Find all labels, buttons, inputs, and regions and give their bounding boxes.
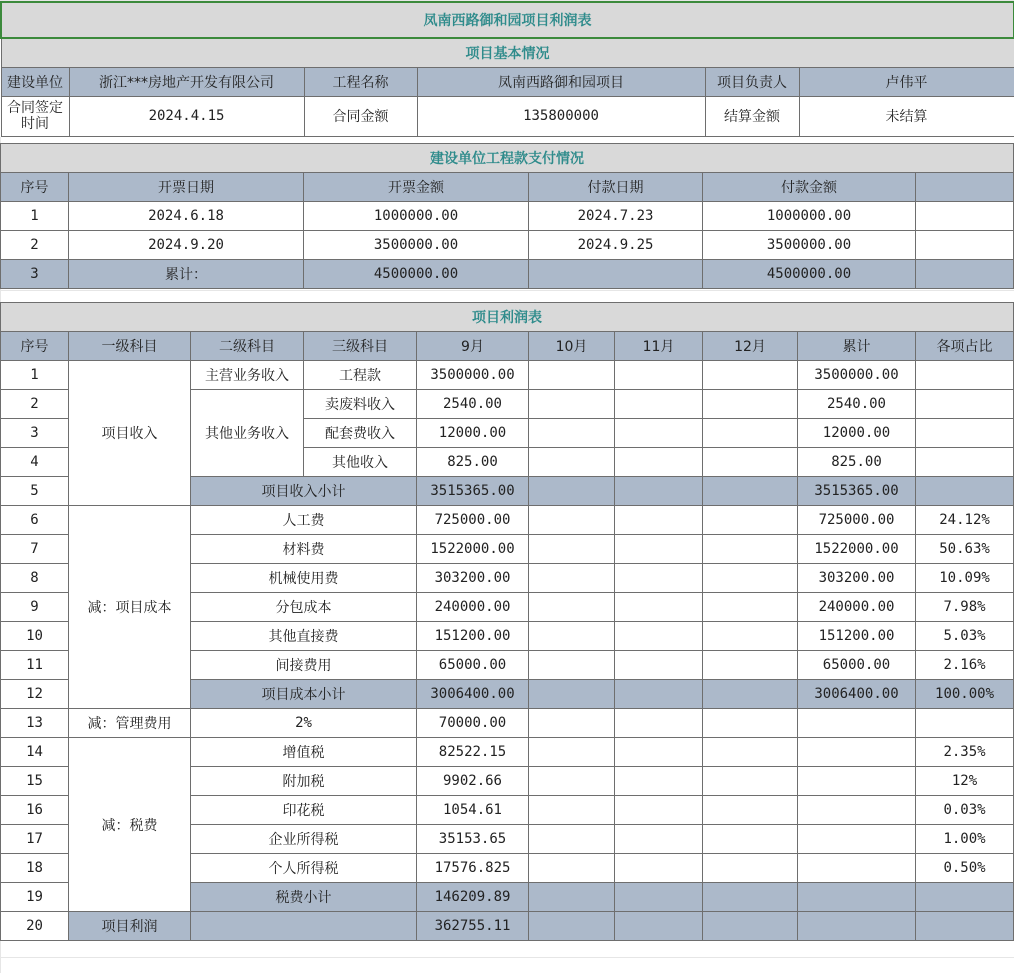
cell[interactable]: 凤南西路御和园项目 — [417, 67, 705, 96]
profit-header-row — [1, 332, 1014, 361]
cell[interactable] — [798, 825, 916, 854]
table-row — [1, 231, 1014, 260]
cell[interactable]: 减：管理费用 — [69, 709, 191, 738]
cell[interactable]: 3006400.00 — [798, 680, 916, 709]
cell[interactable]: 工程款 — [304, 361, 417, 390]
cell[interactable]: 12000.00 — [798, 419, 916, 448]
cell[interactable] — [529, 767, 615, 796]
column-header[interactable] — [916, 173, 1014, 202]
cell[interactable] — [798, 883, 916, 912]
cell[interactable] — [615, 651, 703, 680]
cell[interactable]: 2024.9.20 — [69, 231, 304, 260]
cell[interactable]: 12% — [916, 767, 1014, 796]
cell[interactable] — [615, 680, 703, 709]
cell[interactable]: 2024.9.25 — [529, 231, 703, 260]
cell[interactable]: 分包成本 — [191, 593, 417, 622]
cell[interactable] — [529, 854, 615, 883]
cell[interactable] — [703, 419, 798, 448]
cell[interactable] — [615, 448, 703, 477]
cell[interactable] — [529, 651, 615, 680]
cell[interactable] — [615, 854, 703, 883]
cell[interactable] — [798, 912, 916, 941]
column-header[interactable]: 序号 — [1, 173, 69, 202]
column-header[interactable]: 累计 — [798, 332, 916, 361]
cell[interactable]: 机械使用费 — [191, 564, 417, 593]
column-header[interactable]: 开票日期 — [69, 173, 304, 202]
cell[interactable] — [615, 361, 703, 390]
cell[interactable]: 建设单位 — [1, 67, 69, 96]
table-row — [1, 709, 1014, 738]
cell[interactable]: 材料费 — [191, 535, 417, 564]
cell[interactable]: 1 — [1, 202, 69, 231]
cell[interactable]: 1522000.00 — [417, 535, 529, 564]
column-header[interactable]: 三级科目 — [304, 332, 417, 361]
tax-l1-cell[interactable]: 减：税费 — [69, 738, 191, 912]
cell[interactable]: 2 — [1, 390, 69, 419]
cell[interactable]: 240000.00 — [417, 593, 529, 622]
income-l1-cell[interactable]: 项目收入 — [69, 361, 191, 506]
cell[interactable] — [703, 738, 798, 767]
cell[interactable] — [703, 709, 798, 738]
cell[interactable] — [916, 202, 1014, 231]
cell[interactable] — [615, 738, 703, 767]
cell[interactable]: 19 — [1, 883, 69, 912]
cell[interactable]: 3515365.00 — [798, 477, 916, 506]
profit-heading[interactable]: 项目利润表 — [1, 303, 1014, 332]
cell[interactable]: 3515365.00 — [417, 477, 529, 506]
cell[interactable] — [703, 448, 798, 477]
cell[interactable] — [703, 825, 798, 854]
cell[interactable]: 印花税 — [191, 796, 417, 825]
cell[interactable]: 4 — [1, 448, 69, 477]
column-header[interactable]: 10月 — [529, 332, 615, 361]
cell[interactable]: 2540.00 — [417, 390, 529, 419]
cell[interactable]: 50.63% — [916, 535, 1014, 564]
cell[interactable] — [529, 448, 615, 477]
cell[interactable] — [615, 825, 703, 854]
cell[interactable] — [916, 260, 1014, 289]
cell[interactable] — [703, 390, 798, 419]
cell[interactable] — [615, 622, 703, 651]
cell[interactable]: 10.09% — [916, 564, 1014, 593]
cell[interactable]: 24.12% — [916, 506, 1014, 535]
cell[interactable]: 3500000.00 — [703, 231, 916, 260]
cell[interactable]: 2.16% — [916, 651, 1014, 680]
cell[interactable]: 浙江***房地产开发有限公司 — [69, 67, 304, 96]
column-header[interactable]: 付款日期 — [529, 173, 703, 202]
cell[interactable] — [529, 260, 703, 289]
table-row — [1, 506, 1014, 535]
cell[interactable]: 2 — [1, 231, 69, 260]
cell[interactable] — [529, 796, 615, 825]
cell[interactable]: 1.00% — [916, 825, 1014, 854]
cell[interactable]: 3 — [1, 419, 69, 448]
cell[interactable] — [615, 883, 703, 912]
cell[interactable] — [615, 419, 703, 448]
cell[interactable]: 项目利润 — [69, 912, 191, 941]
cell[interactable]: 未结算 — [799, 96, 1014, 136]
cell[interactable]: 2024.4.15 — [69, 96, 304, 136]
column-header[interactable]: 11月 — [615, 332, 703, 361]
cell[interactable]: 间接费用 — [191, 651, 417, 680]
cell[interactable]: 5.03% — [916, 622, 1014, 651]
cell[interactable]: 4500000.00 — [304, 260, 529, 289]
cell[interactable]: 卖废料收入 — [304, 390, 417, 419]
cell[interactable]: 362755.11 — [417, 912, 529, 941]
cell[interactable]: 人工费 — [191, 506, 417, 535]
column-header[interactable]: 9月 — [417, 332, 529, 361]
cell[interactable]: 2540.00 — [798, 390, 916, 419]
cost-l1-cell[interactable]: 减：项目成本 — [69, 506, 191, 709]
cell[interactable]: 13 — [1, 709, 69, 738]
cell[interactable] — [916, 361, 1014, 390]
cell[interactable]: 工程名称 — [304, 67, 417, 96]
cell[interactable]: 其他直接费 — [191, 622, 417, 651]
cell[interactable]: 附加税 — [191, 767, 417, 796]
cell[interactable]: 303200.00 — [798, 564, 916, 593]
cell[interactable]: 增值税 — [191, 738, 417, 767]
basic-info-row — [1, 96, 1014, 136]
cell[interactable] — [703, 912, 798, 941]
cell[interactable] — [798, 796, 916, 825]
cell[interactable]: 1 — [1, 361, 69, 390]
cell[interactable]: 2% — [191, 709, 417, 738]
cell[interactable]: 0.03% — [916, 796, 1014, 825]
cell[interactable] — [529, 912, 615, 941]
cell[interactable] — [703, 883, 798, 912]
cell[interactable]: 合同签定时间 — [1, 96, 69, 136]
cell[interactable] — [529, 738, 615, 767]
profit-row — [1, 912, 1014, 941]
cell[interactable]: 3 — [1, 260, 69, 289]
cell[interactable]: 5 — [1, 477, 69, 506]
payment-table — [0, 143, 1014, 289]
cell[interactable]: 3500000.00 — [798, 361, 916, 390]
column-header[interactable]: 二级科目 — [191, 332, 304, 361]
cell[interactable]: 6 — [1, 506, 69, 535]
cell[interactable] — [529, 825, 615, 854]
cell[interactable]: 825.00 — [798, 448, 916, 477]
cell[interactable] — [703, 767, 798, 796]
cell[interactable]: 结算金额 — [705, 96, 799, 136]
cell[interactable]: 企业所得税 — [191, 825, 417, 854]
profit-table — [0, 302, 1014, 941]
cell[interactable] — [529, 622, 615, 651]
table-row — [1, 260, 1014, 289]
cell[interactable]: 135800000 — [417, 96, 705, 136]
cell[interactable]: 累计： — [69, 260, 304, 289]
cell[interactable] — [529, 593, 615, 622]
cell[interactable] — [529, 419, 615, 448]
cell[interactable] — [703, 477, 798, 506]
cell[interactable]: 151200.00 — [417, 622, 529, 651]
cell[interactable]: 825.00 — [417, 448, 529, 477]
cell[interactable] — [529, 883, 615, 912]
cell[interactable] — [703, 651, 798, 680]
cell[interactable]: 82522.15 — [417, 738, 529, 767]
cell[interactable] — [615, 593, 703, 622]
cell[interactable]: 17576.825 — [417, 854, 529, 883]
cell[interactable]: 14 — [1, 738, 69, 767]
column-header[interactable]: 一级科目 — [69, 332, 191, 361]
cell[interactable]: 卢伟平 — [799, 67, 1014, 96]
cell[interactable] — [916, 912, 1014, 941]
cell[interactable]: 1000000.00 — [304, 202, 529, 231]
cell[interactable]: 70000.00 — [417, 709, 529, 738]
cell[interactable] — [703, 564, 798, 593]
cell[interactable] — [798, 709, 916, 738]
cell[interactable] — [703, 854, 798, 883]
cell[interactable]: 0.50% — [916, 854, 1014, 883]
cell[interactable]: 240000.00 — [798, 593, 916, 622]
cell[interactable]: 146209.89 — [417, 883, 529, 912]
cell[interactable]: 17 — [1, 825, 69, 854]
main-business-income-cell[interactable]: 主营业务收入 — [191, 361, 304, 390]
cell[interactable]: 个人所得税 — [191, 854, 417, 883]
cell[interactable] — [916, 709, 1014, 738]
cell[interactable] — [916, 883, 1014, 912]
cell[interactable] — [916, 390, 1014, 419]
cell[interactable] — [703, 506, 798, 535]
cell[interactable]: 项目负责人 — [705, 67, 799, 96]
cell[interactable] — [529, 361, 615, 390]
cell[interactable]: 1054.61 — [417, 796, 529, 825]
cell[interactable]: 2024.6.18 — [69, 202, 304, 231]
cell[interactable]: 65000.00 — [417, 651, 529, 680]
cell[interactable]: 3500000.00 — [417, 361, 529, 390]
cell[interactable]: 7 — [1, 535, 69, 564]
cell[interactable]: 其他收入 — [304, 448, 417, 477]
cell[interactable]: 配套费收入 — [304, 419, 417, 448]
cell[interactable] — [703, 622, 798, 651]
cell[interactable]: 151200.00 — [798, 622, 916, 651]
cell[interactable] — [798, 738, 916, 767]
column-header[interactable]: 付款金额 — [703, 173, 916, 202]
payment-header-row — [1, 173, 1014, 202]
column-header[interactable]: 开票金额 — [304, 173, 529, 202]
cell[interactable]: 725000.00 — [798, 506, 916, 535]
cell[interactable]: 15 — [1, 767, 69, 796]
cell[interactable] — [916, 231, 1014, 260]
cell[interactable] — [916, 477, 1014, 506]
cell[interactable] — [529, 477, 615, 506]
cell[interactable]: 3006400.00 — [417, 680, 529, 709]
cell[interactable] — [798, 767, 916, 796]
cell[interactable]: 35153.65 — [417, 825, 529, 854]
cell[interactable] — [703, 535, 798, 564]
other-business-income-cell[interactable]: 其他业务收入 — [191, 390, 304, 477]
cell[interactable]: 9 — [1, 593, 69, 622]
cell[interactable]: 7.98% — [916, 593, 1014, 622]
cell[interactable]: 12000.00 — [417, 419, 529, 448]
column-header[interactable]: 序号 — [1, 332, 69, 361]
basic-info-heading[interactable]: 项目基本情况 — [1, 38, 1014, 67]
cell[interactable] — [529, 390, 615, 419]
cell[interactable] — [615, 796, 703, 825]
cell[interactable]: 303200.00 — [417, 564, 529, 593]
cell[interactable] — [703, 796, 798, 825]
cell[interactable]: 2024.7.23 — [529, 202, 703, 231]
cell[interactable]: 65000.00 — [798, 651, 916, 680]
basic-info-table — [0, 1, 1014, 137]
cell[interactable]: 合同金额 — [304, 96, 417, 136]
cell[interactable]: 100.00% — [916, 680, 1014, 709]
cell[interactable] — [798, 854, 916, 883]
cell[interactable]: 1000000.00 — [703, 202, 916, 231]
cell[interactable] — [615, 506, 703, 535]
cell[interactable]: 3500000.00 — [304, 231, 529, 260]
cell[interactable] — [615, 477, 703, 506]
cell[interactable] — [916, 419, 1014, 448]
cell[interactable]: 2.35% — [916, 738, 1014, 767]
cell[interactable]: 4500000.00 — [703, 260, 916, 289]
cell[interactable] — [615, 767, 703, 796]
basic-info-row — [1, 67, 1014, 96]
cell[interactable] — [615, 535, 703, 564]
column-header[interactable]: 12月 — [703, 332, 798, 361]
cell[interactable]: 16 — [1, 796, 69, 825]
cell[interactable] — [615, 912, 703, 941]
payment-heading[interactable]: 建设单位工程款支付情况 — [1, 144, 1014, 173]
cell[interactable]: 12 — [1, 680, 69, 709]
cell[interactable] — [615, 390, 703, 419]
cell[interactable]: 11 — [1, 651, 69, 680]
cell[interactable] — [191, 912, 417, 941]
cell[interactable] — [615, 564, 703, 593]
cell[interactable] — [703, 680, 798, 709]
cell[interactable]: 725000.00 — [417, 506, 529, 535]
cell[interactable] — [529, 709, 615, 738]
cell[interactable] — [529, 680, 615, 709]
cell[interactable] — [529, 564, 615, 593]
table-row — [1, 202, 1014, 231]
cell[interactable] — [615, 709, 703, 738]
cell[interactable]: 9902.66 — [417, 767, 529, 796]
table-row — [1, 738, 1014, 767]
table-row — [1, 361, 1014, 390]
cell[interactable]: 项目成本小计 — [191, 680, 417, 709]
cell[interactable]: 18 — [1, 854, 69, 883]
cell[interactable] — [703, 361, 798, 390]
cell[interactable]: 税费小计 — [191, 883, 417, 912]
cell[interactable] — [703, 593, 798, 622]
cell[interactable]: 20 — [1, 912, 69, 941]
cell[interactable] — [916, 448, 1014, 477]
sheet-title[interactable]: 凤南西路御和园项目利润表 — [1, 2, 1014, 38]
cell[interactable]: 8 — [1, 564, 69, 593]
cell[interactable] — [529, 535, 615, 564]
column-header[interactable]: 各项占比 — [916, 332, 1014, 361]
cell[interactable]: 10 — [1, 622, 69, 651]
cell[interactable]: 1522000.00 — [798, 535, 916, 564]
cell[interactable]: 项目收入小计 — [191, 477, 417, 506]
cell[interactable] — [529, 506, 615, 535]
